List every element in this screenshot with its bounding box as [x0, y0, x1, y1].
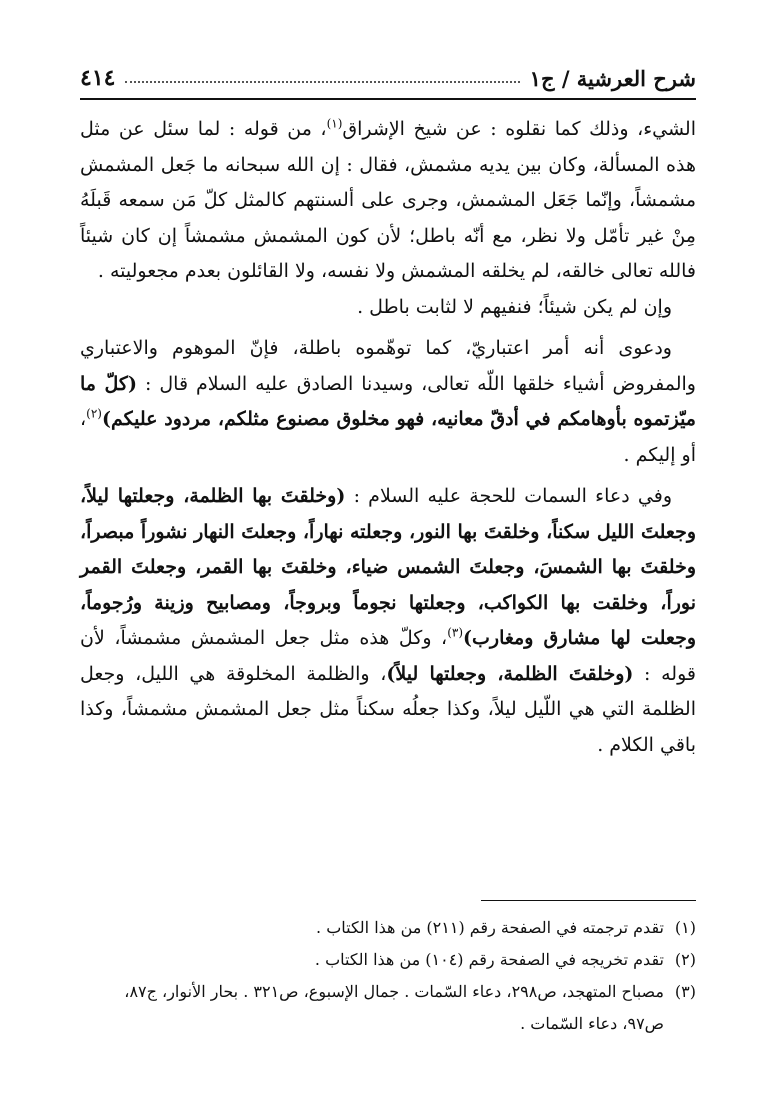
dua-quote-short: (وخلقتَ الظلمة، وجعلتها ليلاً): [386, 662, 634, 685]
paragraph-1-text-b: ، من قوله : لما سئل عن مثل هذه المسألة، وكان بين يديه مشمش، فقال : إن الله سبحانه ما جَعل المشمش مشمشاً، وإنّما جَعَل المشمش، وجرى على ألسنتهم كالمثل كلّ مَن سمعه قَبلَهُ مِنْ غير تأمّل ولا نظر، مع أنّه باطل؛ لأن كون المشمش مشمشاً إن كان شيئاً فالله تعالى خالقه، لم يخلقه المشمش ولا نفسه، ولا القائلون بعدم مجعوليته .: [80, 118, 696, 282]
paragraph-2-text: وإن لم يكن شيئاً؛ فنفيهم لا لثابت باطل .: [357, 295, 672, 318]
footnote-separator: [481, 900, 696, 901]
paragraph-1: [80, 112, 696, 290]
footnote-3: [80, 976, 696, 1040]
header-title: شرح العرشية / ج١: [529, 65, 696, 91]
footnote-number: (٢): [674, 950, 696, 969]
paragraph-2: [80, 290, 696, 326]
footnote-ref-3[interactable]: (٣): [447, 625, 464, 640]
hadith-quote: (كلّ ما ميّزتموه بأوهامكم في أدقّ معانيه، فهو مخلوق مصنوع مثلكم، مردود عليكم): [80, 372, 696, 430]
footnote-text: مصباح المتهجد، ص٢٩٨، دعاء السّمات . جمال الإسبوع، ص٣٢١ . بحار الأنوار، ج٨٧، ص٩٧، دعاء السّمات .: [124, 982, 664, 1033]
footnote-text: تقدم ترجمته في الصفحة رقم (٢١١) من هذا الكتاب .: [316, 918, 664, 937]
paragraph-3: [80, 331, 696, 473]
paragraph-4-text-a: وفي دعاء السمات للحجة عليه السلام :: [345, 485, 672, 507]
footnotes: [80, 912, 696, 1040]
main-text: [80, 112, 696, 763]
paragraph-4-text-c: ، والظلمة المخلوقة هي الليل، وجعل الظلمة التي هي اللّيل ليلاً، وكذا جعلُه سكناً مثل جعل المشمش مشمشاً، وكذا باقي الكلام .: [80, 662, 696, 756]
paragraph-1-text-a: الشيء، وذلك كما نقلوه : عن شيخ الإشراق: [342, 118, 696, 140]
footnote-ref-1[interactable]: (١): [326, 116, 343, 131]
footnote-number: (١): [674, 918, 696, 937]
header-dot-leader: [125, 81, 519, 83]
paragraph-4: [80, 479, 696, 763]
footnote-1: [80, 912, 696, 944]
footnote-number: (٣): [674, 982, 696, 1001]
footnote-ref-2[interactable]: (٢): [86, 406, 102, 421]
footnote-text: تقدم تخريجه في الصفحة رقم (١٠٤) من هذا الكتاب .: [314, 950, 664, 969]
running-header: [80, 58, 696, 100]
paragraph-4-text-b: ، وكلّ هذه مثل جعل المشمش مشمشاً، لأن قوله :: [80, 627, 696, 685]
paragraph-3-text-a: ودعوى أنه أمر اعتباريّ، كما توهّموه باطلة، فإنّ الموهوم والاعتباري والمفروض أشياء خلقها اللّه تعالى، وسيدنا الصادق عليه السلام قال :: [80, 337, 696, 395]
paragraph-3-text-b: ، أو إليكم .: [80, 408, 696, 466]
dua-quote: (وخلقتَ بها الظلمة، وجعلتها ليلاً، وجعلتَ الليل سكناً، وخلقتَ بها النور، وجعلته نهاراً، وجعلتَ النهار نشوراً مبصراً، وخلقتَ بها الشمسَ، وجعلتَ الشمس ضياء، وخلقتَ بها القمر، وجعلتَ القمر نوراً، وخلقت بها الكواكب، وجعلتها نجوماً وبروجاً، ومصابيح وزينة ورُجوماً، وجعلت لها مشارق ومغارب): [80, 485, 696, 649]
page-number: ٤١٤: [80, 65, 116, 91]
footnote-2: [80, 944, 696, 976]
